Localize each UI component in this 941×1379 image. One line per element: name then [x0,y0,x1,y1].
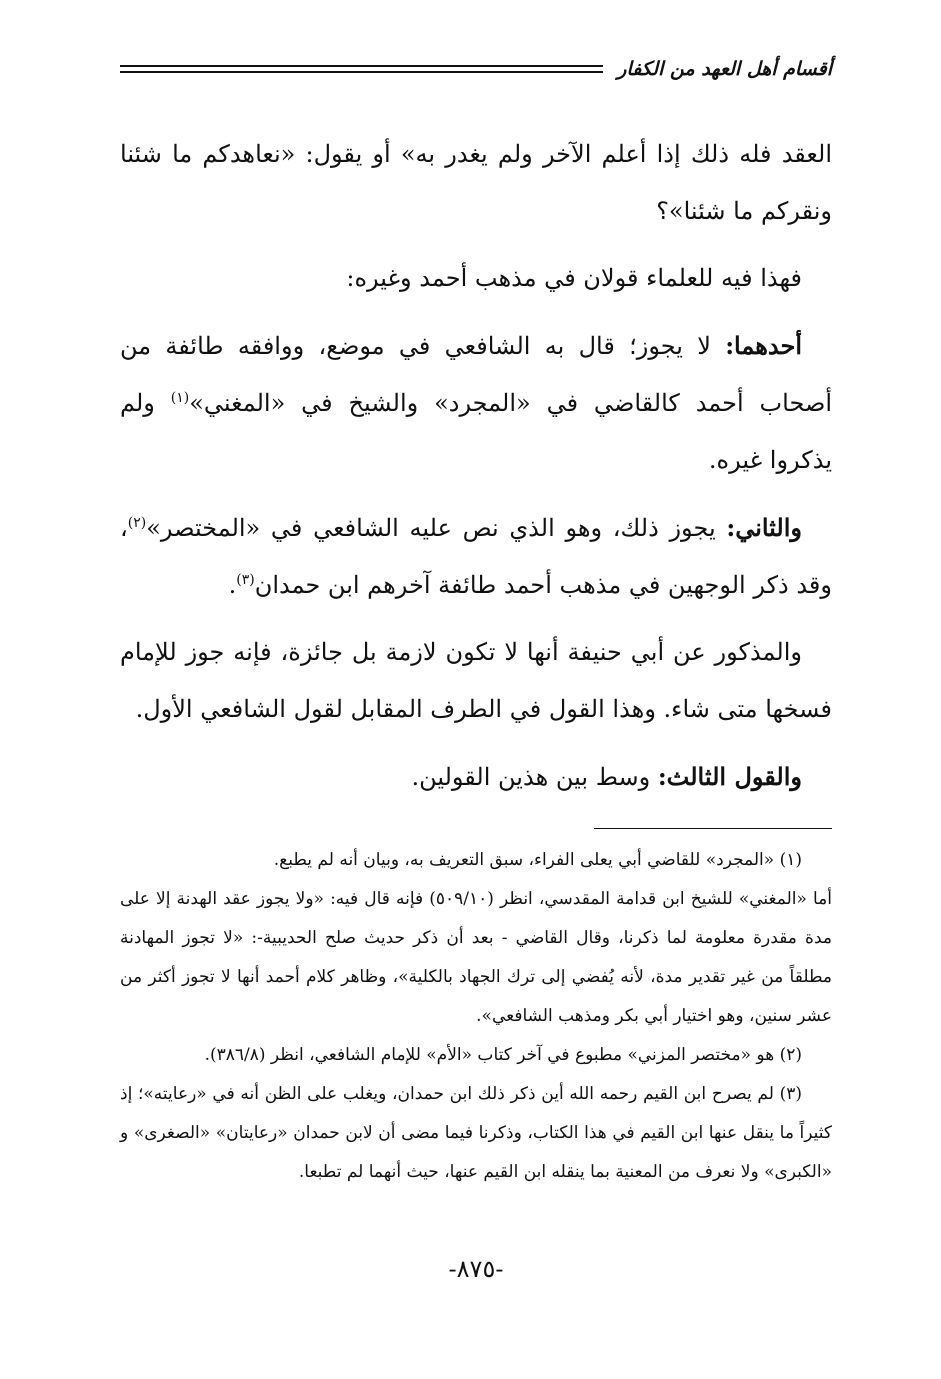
paragraph-3-text-a: لا يجوز؛ قال به الشافعي في موضع، ووافقه طائفة من أصحاب أحمد كالقاضي في «المجرد» والشيخ في «المغني» [120,332,832,417]
paragraph-3-text-b: ولم يذكروا غيره. [120,389,832,474]
footnote-separator [594,828,832,829]
footnote-3: (٣) لم يصرح ابن القيم رحمه الله أين ذكر ذلك ابن حمدان، ويغلب على الظن أنه في «رعايته»؛ إذ كثيراً ما ينقل عنها ابن القيم في هذا الكتاب، وذكرنا فيما مضى أن لابن حمدان «رعايتان» «الصغرى» و «الكبرى» ولا نعرف من المعنية بما ينقله ابن القيم عنها، حيث أنهما لم تطبعا. [120,1084,832,1182]
paragraph-1: العقد فله ذلك إذا أعلم الآخر ولم يغدر به» أو يقول: «نعاهدكم ما شئنا ونقركم ما شئنا»؟ [120,140,832,225]
running-header-title: أقسام أهل العهد من الكفار [617,58,832,80]
paragraph-3-lead: أحدهما: [725,331,802,360]
footnote-1: (١) «المجرد» للقاضي أبي يعلى الفراء، سبق التعريف به، وبيان أنه لم يطبع. [273,850,802,870]
paragraph-4-lead: والثاني: [726,513,802,542]
paragraph-2: فهذا فيه للعلماء قولان في مذهب أحمد وغيره: [346,264,802,292]
footnote-1-continuation: أما «المغني» للشيخ ابن قدامة المقدسي، انظر (٥٠٩/١٠) فإنه قال فيه: «ولا يجوز عقد الهدنة إلا على مدة مقدرة معلومة لما ذكرنا، وقال القاضي - بعد أن ذكر حديث صلح الحديبية-: «لا تجوز المهادنة مطلقاً من غير تقدير مدة، لأنه يُفضي إلى ترك الجهاد بالكلية»، وظاهر كلام أحمد أنها لا تجوز أكثر من عشر سنين، وهو اختيار أبي بكر ومذهب الشافعي». [120,889,832,1026]
main-text [120,126,832,806]
paragraph-3 [120,317,832,489]
paragraph-6 [120,748,832,806]
footnotes [120,841,832,1192]
paragraph-4-text-b: ، وقد ذكر الوجهين في مذهب أحمد طائفة آخرهم ابن حمدان [120,514,832,599]
footnote-2: (٢) هو «مختصر المزني» مطبوع في آخر كتاب «الأم» للإمام الشافعي، انظر (٣٨٦/٨). [204,1045,802,1065]
footnote-ref-2[interactable]: (٢) [127,515,147,531]
book-page [120,50,832,1340]
footnote-ref-1[interactable]: (١) [170,390,190,406]
running-header [120,50,832,88]
page-number: -٨٧٥- [448,1255,504,1283]
paragraph-4 [120,499,832,614]
header-double-rule [120,65,603,73]
paragraph-4-text-c: . [228,571,237,599]
paragraph-6-lead: والقول الثالث: [657,762,802,791]
paragraph-5: والمذكور عن أبي حنيفة أنها لا تكون لازمة بل جائزة، فإنه جوز للإمام فسخها متى شاء. وهذا القول في الطرف المقابل لقول الشافعي الأول. [120,638,832,723]
footnote-ref-3[interactable]: (٣) [236,572,255,588]
paragraph-4-text-a: يجوز ذلك، وهو الذي نص عليه الشافعي في «المختصر» [146,514,727,542]
paragraph-6-text: وسط بين هذين القولين. [411,763,658,791]
